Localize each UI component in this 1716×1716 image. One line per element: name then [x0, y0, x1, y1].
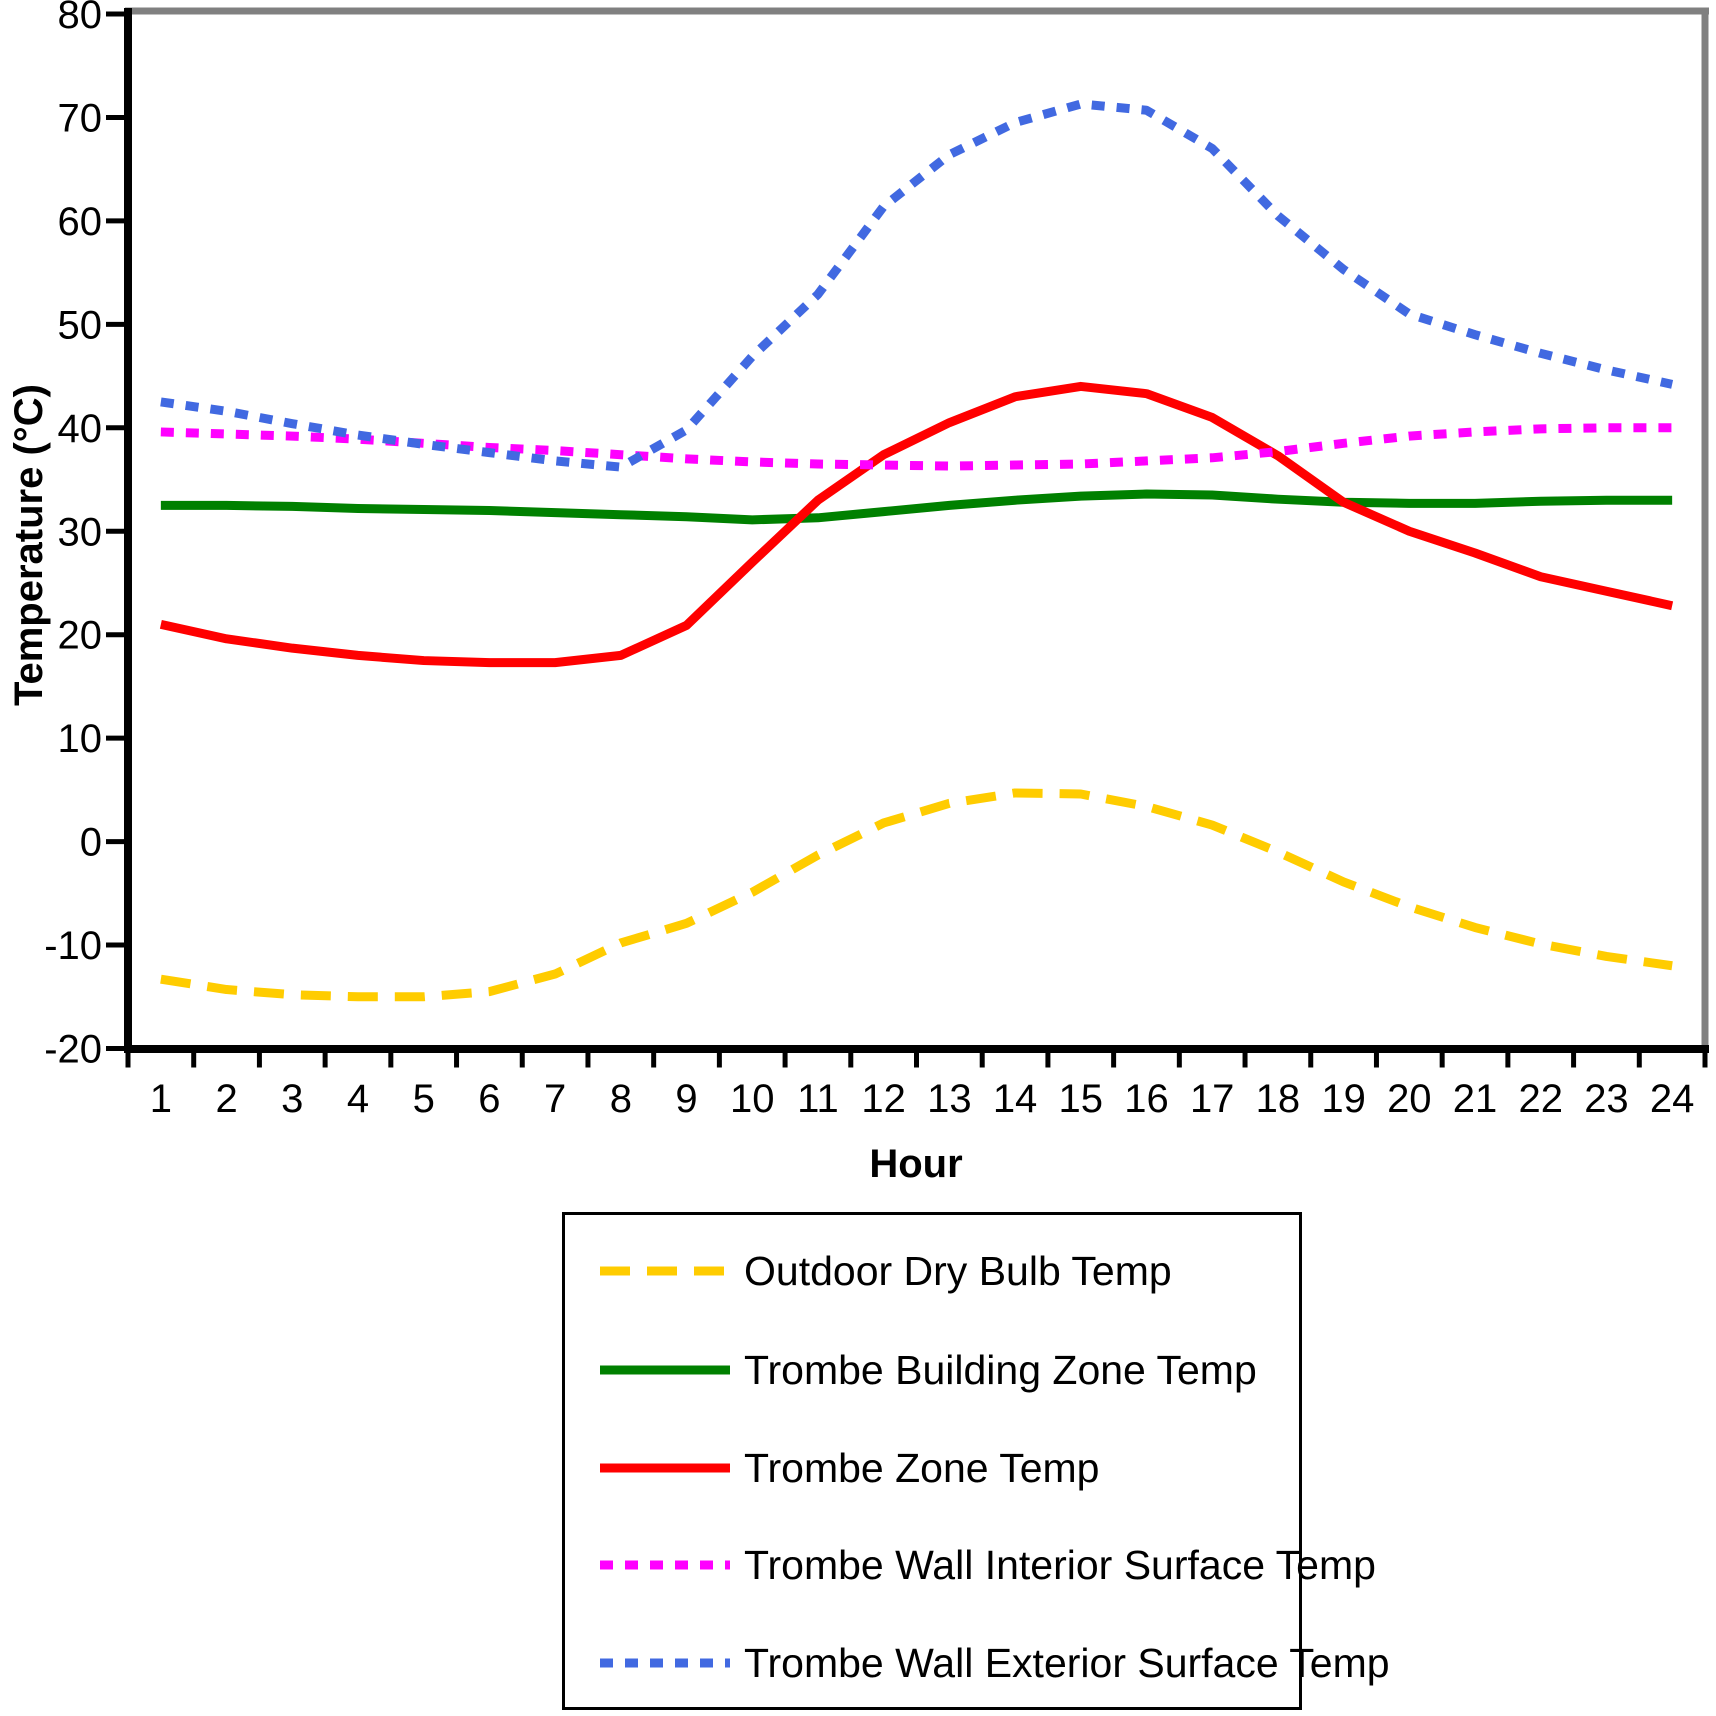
x-tick-label: 14 — [992, 1077, 1038, 1121]
x-tick-label: 13 — [927, 1077, 972, 1121]
x-tick-label: 23 — [1584, 1077, 1629, 1121]
x-tick-label: 2 — [215, 1077, 238, 1121]
y-tick-label: 50 — [57, 303, 102, 348]
legend-item-trombe-wall-interior — [600, 1540, 1376, 1590]
x-tick-label: 16 — [1124, 1077, 1169, 1121]
x-tick-label: 3 — [281, 1077, 304, 1121]
legend-label: Trombe Wall Interior Surface Temp — [744, 1541, 1376, 1588]
legend-line-sample — [600, 1265, 730, 1277]
x-tick-label: 18 — [1255, 1077, 1301, 1121]
series-line-outdoor-dry-bulb-temp — [161, 793, 1672, 997]
x-tick-label: 1 — [149, 1077, 172, 1121]
legend-item-outdoor-dry-bulb — [600, 1246, 1172, 1296]
x-tick-label: 11 — [797, 1077, 839, 1121]
x-tick-label: 7 — [543, 1077, 567, 1121]
x-tick-label: 19 — [1321, 1077, 1366, 1121]
series-line-trombe-wall-exterior-surface-temp — [161, 104, 1672, 467]
y-axis-title: Temperature (°C) — [7, 384, 51, 706]
legend-item-trombe-building-zone — [600, 1345, 1257, 1395]
y-axis-ticks — [44, 0, 128, 1072]
legend-label: Outdoor Dry Bulb Temp — [744, 1247, 1172, 1294]
y-tick-label: 10 — [57, 717, 102, 762]
plot-border — [125, 8, 1709, 1049]
legend-label: Trombe Zone Temp — [744, 1444, 1100, 1491]
legend-item-trombe-zone — [600, 1443, 1100, 1493]
x-tick-label: 15 — [1058, 1077, 1104, 1121]
legend-box — [562, 1212, 1390, 1710]
y-tick-label: 0 — [79, 820, 102, 865]
legend-line-sample — [600, 1657, 730, 1669]
series-line-trombe-zone-temp — [161, 386, 1672, 662]
series-line-trombe-wall-interior-surface-temp — [161, 428, 1672, 466]
series-lines — [161, 104, 1672, 997]
x-tick-label: 20 — [1387, 1077, 1432, 1121]
x-tick-label: 10 — [729, 1077, 775, 1121]
y-tick-label: 40 — [57, 406, 102, 451]
y-tick-label: 60 — [57, 199, 102, 244]
series-line-trombe-building-zone-temp — [161, 494, 1672, 520]
y-tick-label: -20 — [44, 1027, 102, 1072]
y-tick-label: -10 — [44, 924, 102, 969]
x-tick-label: 5 — [412, 1077, 435, 1121]
x-tick-label: 6 — [478, 1077, 501, 1121]
legend-line-sample — [600, 1364, 730, 1376]
legend-label: Trombe Building Zone Temp — [744, 1346, 1257, 1393]
x-tick-label: 9 — [675, 1077, 698, 1121]
legend-line-sample — [600, 1462, 730, 1474]
legend-line-sample — [600, 1559, 730, 1571]
y-tick-label: 20 — [57, 613, 102, 658]
y-tick-label: 70 — [57, 96, 102, 141]
x-axis-title: Hour — [869, 1142, 963, 1186]
x-tick-label: 21 — [1452, 1077, 1498, 1121]
x-tick-label: 24 — [1649, 1077, 1695, 1121]
x-tick-label: 8 — [609, 1077, 632, 1121]
legend-label: Trombe Wall Exterior Surface Temp — [744, 1639, 1390, 1686]
x-tick-label: 4 — [346, 1077, 370, 1121]
y-tick-label: 80 — [57, 0, 102, 37]
y-tick-label: 30 — [57, 510, 102, 555]
x-tick-label: 17 — [1189, 1077, 1235, 1121]
x-axis-ticks — [128, 1049, 1705, 1122]
legend-item-trombe-wall-exterior — [600, 1638, 1390, 1688]
x-tick-label: 12 — [861, 1077, 906, 1121]
x-tick-label: 22 — [1518, 1077, 1563, 1121]
